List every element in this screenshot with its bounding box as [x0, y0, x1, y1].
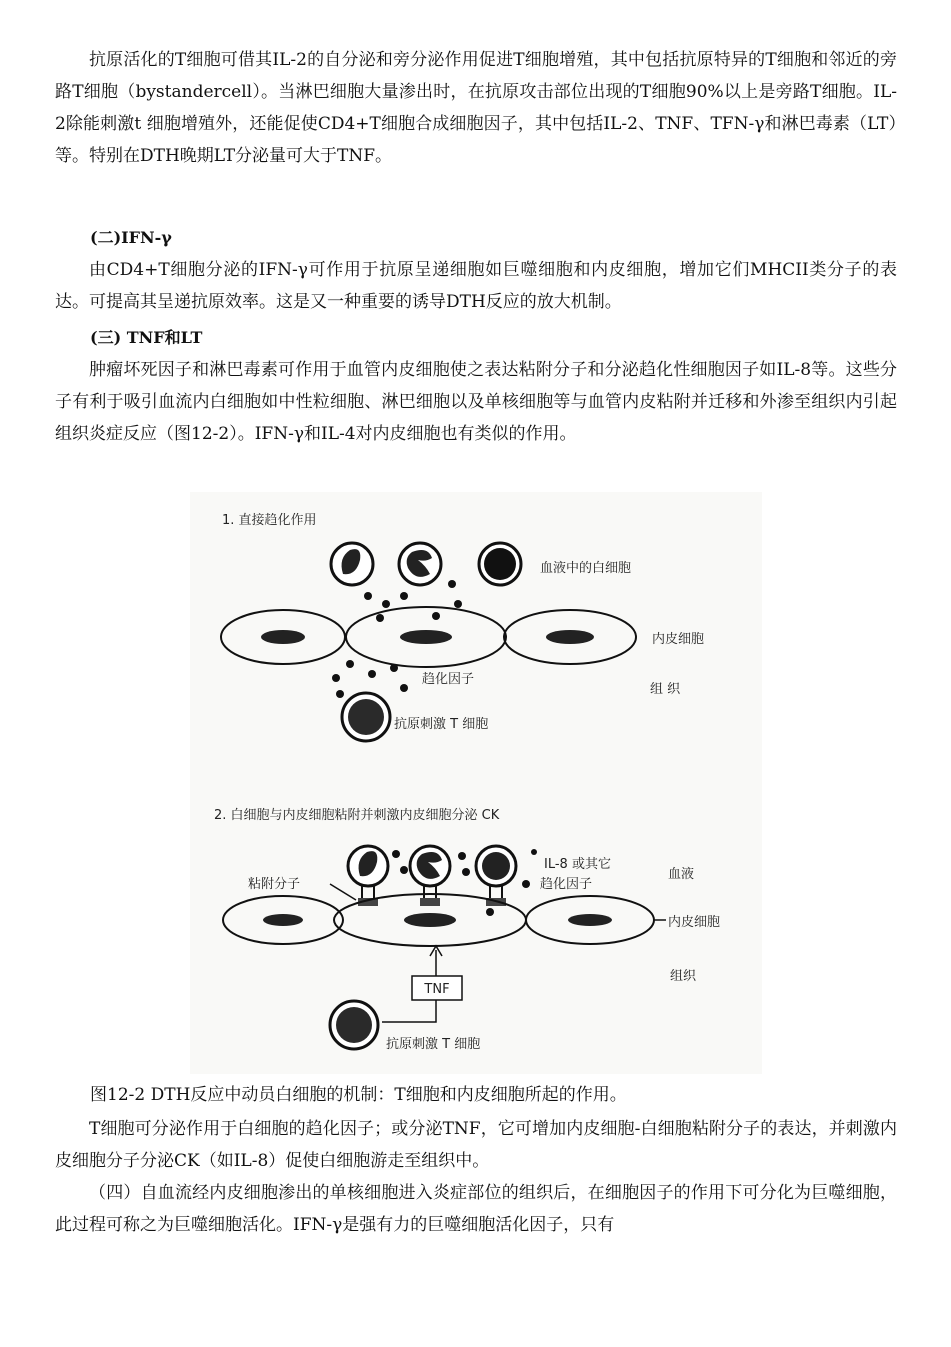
paragraph-macrophage: （四）自血流经内皮细胞渗出的单核细胞进入炎症部位的组织后，在细胞因子的作用下可分化为巨噬细胞，此过程可称之为巨噬细胞活化。IFN-γ是强有力的巨噬细胞活化因子，只有	[55, 1183, 897, 1235]
label-tissue-2: 组织	[670, 969, 697, 984]
label-tcell-1: 抗原刺激 T 细胞	[394, 717, 489, 732]
adhered-lymphocyte	[476, 846, 516, 906]
t-cell-1	[342, 693, 390, 741]
paragraph-ifn-gamma: 由CD4+T细胞分泌的IFN-γ可作用于抗原呈递细胞如巨噬细胞和内皮细胞，增加它们MHCII类分子的表达。可提高其呈递抗原效率。这是又一种重要的诱导DTH反应的放大机制。	[55, 260, 897, 312]
monocyte-cell	[399, 543, 441, 585]
label-blood: 血液	[668, 867, 695, 882]
paragraph-tnf-lt: 肿瘤坏死因子和淋巴毒素可作用于血管内皮细胞使之表达粘附分子和分泌趋化性细胞因子如IL-8等。这些分子有利于吸引血流内白细胞如中性粒细胞、淋巴细胞以及单核细胞等与血管内皮粘附并迁移和外渗至组织内引起组织炎症反应（图12-2）。IFN-γ和IL-4对内皮细胞也有类似的作用。	[55, 360, 897, 444]
label-il8-line2: 趋化因子	[540, 877, 593, 892]
tnf-connector	[382, 1000, 436, 1022]
label-il8-line1: IL-8 或其它	[544, 857, 611, 872]
label-endothelial-1: 内皮细胞	[652, 632, 705, 647]
chemokine-dots-upper	[364, 580, 462, 622]
label-endothelial-2: 内皮细胞	[668, 915, 721, 930]
paragraph-t-cell-secretion: T细胞可分泌作用于白细胞的趋化因子；或分泌TNF，它可增加内皮细胞-白细胞粘附分子的表达，并刺激内皮细胞分子分泌CK（如IL-8）促使白细胞游走至组织中。	[55, 1119, 897, 1171]
label-adhesion-molecule: 粘附分子	[248, 877, 301, 892]
figure-caption: 图12-2 DTH反应中动员白细胞的机制：T细胞和内皮细胞所起的作用。	[90, 1085, 627, 1105]
label-tissue-1: 组 织	[650, 682, 681, 697]
t-cell-2	[330, 1001, 378, 1049]
adhesion-pointer	[330, 884, 356, 900]
adhered-monocyte	[410, 846, 450, 906]
endothelial-layer	[221, 607, 636, 667]
label-tcell-2: 抗原刺激 T 细胞	[386, 1037, 481, 1052]
lymphocyte-cell	[479, 543, 521, 585]
figure-12-2	[190, 492, 762, 1074]
label-chemokine: 趋化因子	[422, 672, 475, 687]
panel1-title: 1. 直接趋化作用	[222, 513, 317, 528]
heading-tnf-lt: (三) TNF和LT	[90, 328, 203, 347]
heading-ifn-gamma: (二)IFN-γ	[90, 228, 172, 247]
label-tnf: TNF	[424, 982, 450, 997]
paragraph-il2: 抗原活化的T细胞可借其IL-2的自分泌和旁分泌作用促进T细胞增殖，其中包括抗原特异的T细胞和邻近的旁路T细胞（bystandercell）。当淋巴细胞大量渗出时，在抗原攻击部位出现的T细胞90%以上是旁路T细胞。IL-2除能刺激t 细胞增殖外，还能促使CD4+T细胞合成细胞因子，其中包括IL-2、TNF、TFN-γ和淋巴毒素（LT）等。特别在DTH晚期LT分泌量可大于TNF。	[55, 50, 897, 166]
panel2-title: 2. 白细胞与内皮细胞粘附并刺激内皮细胞分泌 CK	[214, 808, 500, 823]
figure-diagram	[190, 492, 762, 1074]
neutrophil-cell	[331, 543, 373, 585]
label-blood-wbc: 血液中的白细胞	[540, 561, 632, 576]
